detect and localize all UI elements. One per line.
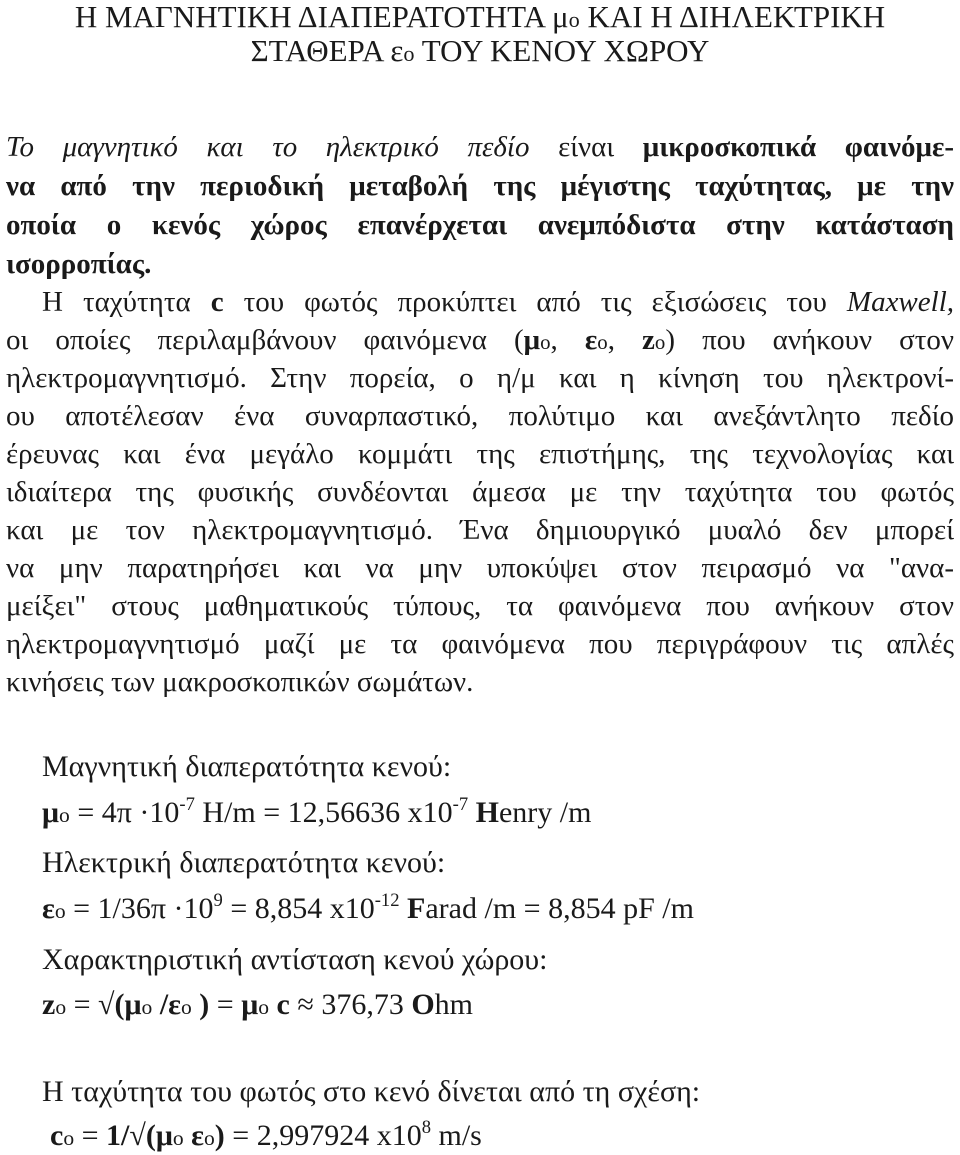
maxwell-text: Maxwell, bbox=[846, 286, 955, 318]
formula-text: = 8,854 x10 bbox=[230, 892, 375, 925]
symbol-z: z bbox=[42, 988, 56, 1021]
title-text-end: ΚΑΙ Η ΔΙΗΛΕΚΤΡΙΚΗ bbox=[587, 0, 886, 34]
title-epsilon: ε bbox=[390, 33, 404, 68]
para2-line bbox=[6, 437, 954, 471]
label-text: Μαγνητική διαπερατότητα κενού: bbox=[42, 750, 452, 783]
bold-text: μικροσκοπικά φαινόμε- bbox=[642, 131, 955, 163]
label-text: Ηλεκτρική διαπερατότητα κενού: bbox=[42, 846, 446, 879]
light-speed-formula bbox=[50, 1119, 960, 1155]
sub-o: ο bbox=[59, 803, 70, 827]
text: ηλεκτρομαγνητισμό. Στην πορεία, ο η/μ και η κίνηση του ηλεκτρονί- bbox=[6, 362, 954, 394]
symbol-mu: μ bbox=[42, 796, 60, 829]
symbol-epsilon: ε bbox=[584, 324, 598, 356]
equals: = bbox=[73, 988, 91, 1021]
equals: = bbox=[216, 988, 234, 1021]
formula-text: = 1/36π ·10 bbox=[73, 892, 214, 925]
unit-text: arad /m = 8,854 pF /m bbox=[425, 892, 694, 925]
unit-text: m/s bbox=[438, 1119, 482, 1152]
text: και με τον ηλεκτρομαγνητισμό. Ένα δημιουργικό μυαλό δεν μπορεί bbox=[6, 514, 954, 546]
para2-line bbox=[6, 551, 954, 585]
text: κινήσεις των μακροσκοπικών σωμάτων. bbox=[6, 666, 474, 698]
title-mu: μ bbox=[552, 0, 569, 34]
text: ου αποτέλεσαν ένα συναρπαστικό, πολύτιμο και ανεξάντλητο πεδίο bbox=[6, 400, 954, 432]
value: 376,73 bbox=[321, 988, 404, 1021]
sqrt-icon: √ bbox=[129, 1119, 146, 1152]
paren: ( bbox=[114, 988, 125, 1021]
text: του φωτός προκύπτει από τις εξισώσεις του bbox=[243, 286, 827, 318]
formula-text: H/m = 12,56636 x10 bbox=[202, 796, 453, 829]
impedance-label bbox=[42, 943, 960, 977]
text: ηλεκτρομαγνητισμό μαζί με τα φαινόμενα που περιγράφουν τις απλές bbox=[6, 628, 954, 660]
magnetic-permeability-label bbox=[42, 750, 960, 784]
slash: / bbox=[159, 988, 169, 1021]
text: μείξει" στους μαθηματικούς τύπους, τα φαινόμενα που ανήκουν στον bbox=[6, 590, 954, 622]
title-text: Η ΜΑΓΝΗΤΙΚΗ ΔΙΑΠΕΡΑΤΟΤΗΤΑ bbox=[74, 0, 545, 34]
label-text: Η ταχύτητα του φωτός στο κενό δίνεται από τη σχέση: bbox=[42, 1075, 701, 1108]
bold-text: οποία ο κενός χώρος επανέρχεται ανεμπόδιστα στην κατάσταση bbox=[6, 209, 954, 241]
symbol-mu: μ bbox=[241, 988, 259, 1021]
sub-o: ο bbox=[172, 1126, 184, 1150]
title-sub-o: ο bbox=[403, 41, 415, 66]
symbol-c: c bbox=[50, 1119, 64, 1152]
mu-formula bbox=[42, 796, 960, 832]
sub-o: ο bbox=[55, 995, 67, 1019]
sub-o: ο bbox=[204, 1126, 215, 1150]
page-title-line-1 bbox=[0, 0, 960, 37]
para2-line bbox=[6, 475, 954, 509]
symbol-z: z bbox=[642, 324, 655, 356]
sub-o: ο bbox=[597, 330, 608, 354]
electric-permittivity-label bbox=[42, 846, 960, 880]
exponent: -12 bbox=[374, 890, 400, 912]
sub-o: ο bbox=[654, 330, 666, 354]
sub-o: ο bbox=[181, 995, 192, 1019]
symbol-c: c bbox=[210, 286, 224, 318]
bold-text: ισορροπίας. bbox=[6, 248, 152, 280]
text: είναι bbox=[558, 131, 615, 163]
text: οι οποίες περιλαμβάνουν φαινόμενα ( bbox=[6, 324, 524, 356]
eps-formula bbox=[42, 892, 960, 928]
light-speed-label bbox=[42, 1075, 960, 1109]
equals: = bbox=[81, 1119, 99, 1152]
para1-line bbox=[6, 130, 954, 164]
exponent: 9 bbox=[213, 890, 223, 912]
text: έρευνας και ένα μεγάλο κομμάτι της επιστήμης, της τεχνολογίας και bbox=[6, 438, 954, 470]
approx-icon: ≈ bbox=[297, 988, 314, 1021]
paren: ) bbox=[214, 1119, 225, 1152]
formula-text: = 2,997924 x10 bbox=[232, 1119, 422, 1152]
symbol-mu: μ bbox=[124, 988, 142, 1021]
sub-o: ο bbox=[258, 995, 270, 1019]
title-sub-o: ο bbox=[568, 7, 580, 32]
text: ) που ανήκουν στον bbox=[665, 324, 955, 356]
sub-o: ο bbox=[54, 899, 66, 923]
paren: ( bbox=[145, 1119, 156, 1152]
para2-line: οι οποίες περιλαμβάνουν φαινόμενα (μο, εο, zο) που ανήκουν στον bbox=[6, 324, 955, 356]
text: να μην παρατηρήσει και να μην υποκύψει στον πειρασμό να "ανα- bbox=[6, 552, 954, 584]
para1-line bbox=[6, 169, 954, 203]
label-text: Χαρακτηριστική αντίσταση κενού χώρου: bbox=[42, 943, 548, 976]
para2-line bbox=[6, 665, 960, 699]
symbol-epsilon: ε bbox=[168, 988, 181, 1021]
sub-o: ο bbox=[540, 330, 551, 354]
paren: ) bbox=[199, 988, 210, 1021]
sub-o: ο bbox=[63, 1126, 75, 1150]
para2-line bbox=[6, 589, 954, 623]
symbol-mu: μ bbox=[523, 324, 541, 356]
symbol-epsilon: ε bbox=[42, 892, 55, 925]
page-title-line-2 bbox=[0, 34, 960, 71]
unit-text: enry /m bbox=[498, 796, 592, 829]
exponent: 8 bbox=[421, 1117, 432, 1139]
italic-text: Το μαγνητικό και το ηλεκτρικό πεδίο bbox=[6, 131, 530, 163]
unit-initial: H bbox=[475, 796, 499, 829]
para2-line bbox=[6, 627, 954, 661]
formula-text: = 4π ·10 bbox=[77, 796, 180, 829]
bold-text: να από την περιοδική μεταβολή της μέγιστης ταχύτητας, με την bbox=[6, 170, 954, 202]
para1-line bbox=[6, 247, 960, 281]
exponent: -7 bbox=[179, 794, 195, 816]
text: Η ταχύτητα bbox=[42, 286, 191, 318]
unit-initial: F bbox=[407, 892, 426, 925]
para2-line bbox=[6, 399, 954, 433]
unit-text: hm bbox=[434, 988, 474, 1021]
impedance-formula bbox=[42, 988, 960, 1024]
title-text-end: ΤΟΥ ΚΕΝΟΥ ΧΩΡΟΥ bbox=[421, 33, 710, 68]
exponent: -7 bbox=[452, 794, 469, 816]
symbol-c: c bbox=[276, 988, 290, 1021]
unit-initial: O bbox=[411, 988, 435, 1021]
sqrt-icon: √ bbox=[98, 988, 115, 1021]
para2-line bbox=[6, 513, 954, 547]
formula-text: 1/ bbox=[106, 1119, 130, 1152]
symbol-epsilon: ε bbox=[191, 1119, 204, 1152]
para1-line bbox=[6, 208, 954, 242]
text: ιδιαίτερα της φυσικής συνδέονται άμεσα με την ταχύτητα του φωτός bbox=[6, 476, 954, 508]
sub-o: ο bbox=[141, 995, 153, 1019]
title-text: ΣΤΑΘΕΡΑ bbox=[250, 33, 383, 68]
symbol-mu: μ bbox=[155, 1119, 173, 1152]
para2-line bbox=[42, 285, 954, 319]
para2-line bbox=[6, 361, 954, 395]
